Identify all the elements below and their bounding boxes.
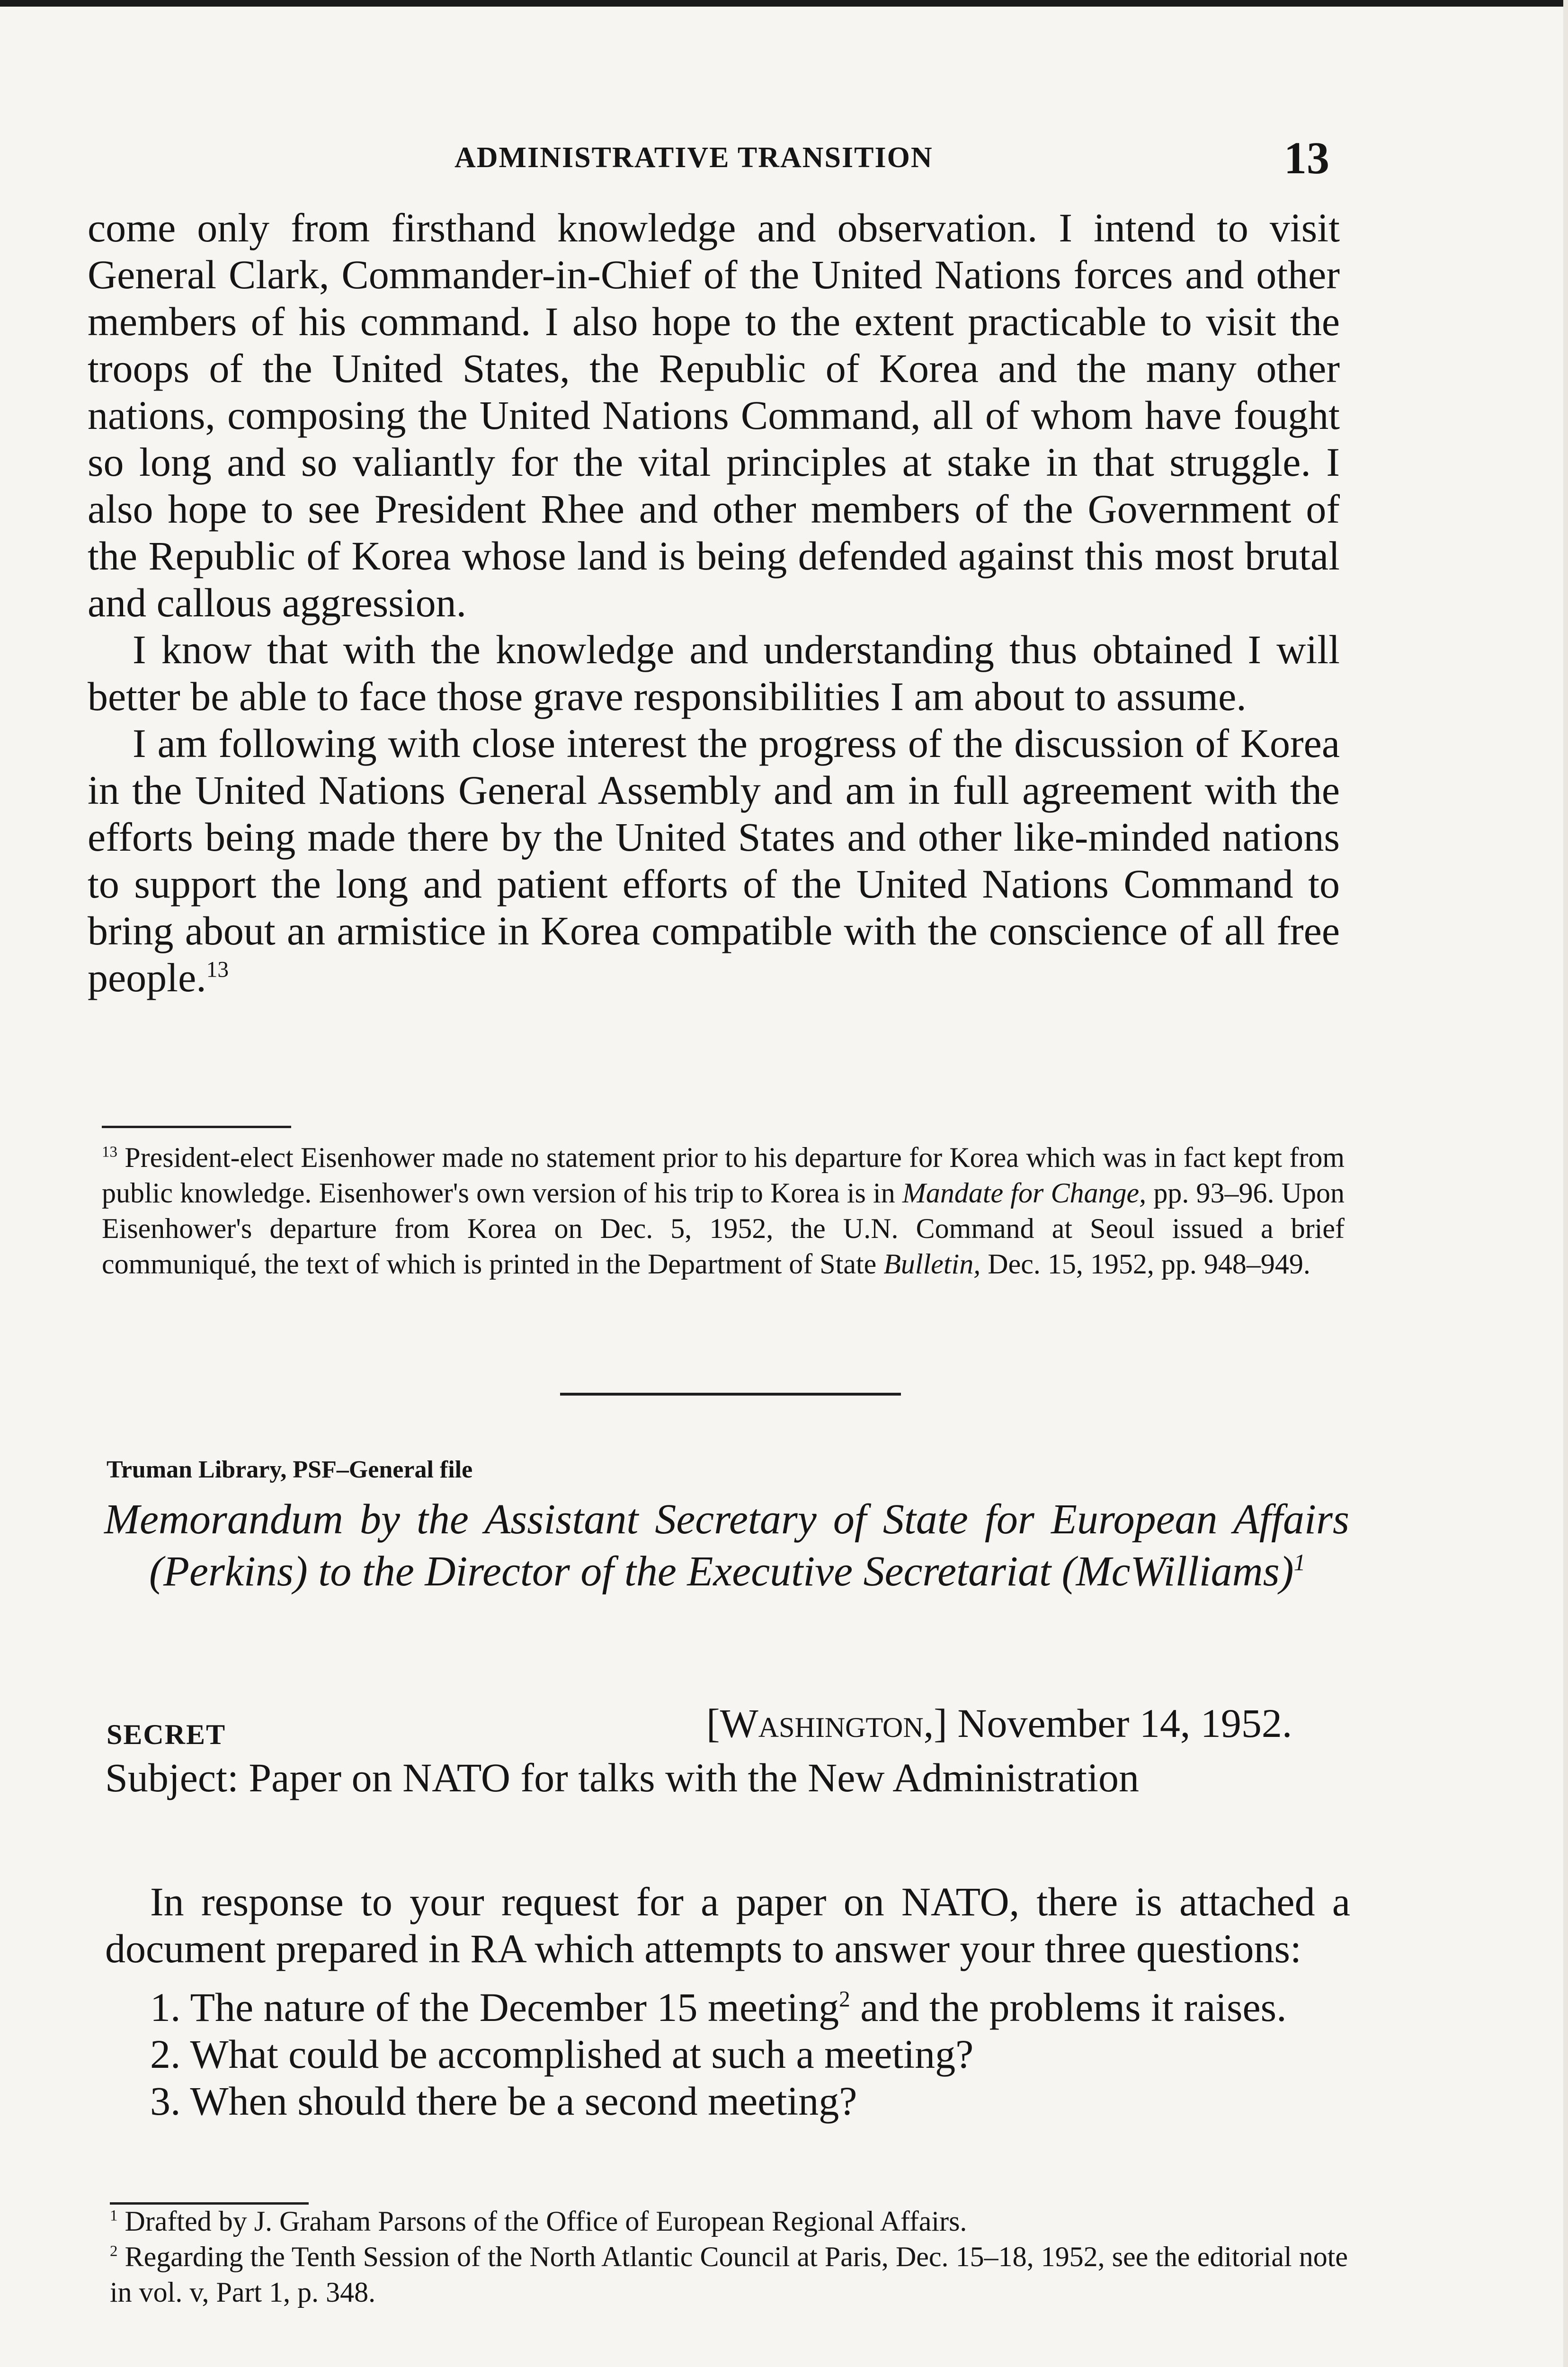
footnote-reference[interactable]: 1 xyxy=(1293,1549,1306,1575)
dateline xyxy=(706,1700,1292,1747)
cited-title: Bulletin, xyxy=(883,1248,981,1280)
list-item-text: 1. The nature of the December 15 meeting xyxy=(150,1984,839,2030)
footnote-1 xyxy=(110,2204,1348,2239)
footnote-13 xyxy=(102,1140,1345,1282)
document-title xyxy=(104,1494,1349,1598)
dateline-place: Washington xyxy=(720,1700,924,1746)
document-title-text: Memorandum by the Assistant Secretary of State for European Affairs (Perkins) to the Director of the Executive Secretariat (McWilliams) xyxy=(104,1496,1349,1595)
body-paragraph: In response to your request for a paper on NATO, there is attached a document prepared in RA which attempts to answer your three questions: xyxy=(105,1879,1350,1971)
footnote-text: President-elect Eisenhower made no statement prior to his departure for Korea which was in fact kept from public knowledge. Eisenhower's own version of his trip to Korea is in xyxy=(102,1142,1345,1209)
section-divider xyxy=(560,1393,901,1396)
footnote-marker: 13 xyxy=(102,1143,117,1161)
footnote-marker: 1 xyxy=(110,2207,118,2225)
footnote-marker: 2 xyxy=(110,2242,118,2260)
memorandum-body xyxy=(105,1878,1350,2125)
list-item-text: and the problems it raises. xyxy=(850,1984,1287,2030)
page-top-rule xyxy=(0,0,1568,7)
question-list xyxy=(105,1984,1350,2125)
footnote-text: pp. 93–96. Upon Eisenhower's departure from Korea on Dec. 5, 1952, the U.N. Command at Seoul issued a brief communiqué, the text of which is printed in the Department of State xyxy=(102,1177,1345,1280)
page-number: 13 xyxy=(1284,133,1329,183)
footnote-block xyxy=(102,1140,1345,1282)
footnote-text: Drafted by J. Graham Parsons of the Office of European Regional Affairs. xyxy=(117,2206,967,2237)
cited-title: Mandate for Change, xyxy=(902,1177,1147,1209)
footnote-2 xyxy=(110,2239,1348,2310)
footnote-block xyxy=(110,2204,1348,2310)
body-paragraph xyxy=(88,720,1340,1001)
footnote-text: Dec. 15, 1952, pp. 948–949. xyxy=(980,1248,1310,1280)
source-note: Truman Library, PSF–General file xyxy=(107,1456,473,1483)
classification-marking: SECRET xyxy=(107,1719,226,1750)
page-edge-shadow xyxy=(1563,0,1568,2367)
body-paragraph: come only from firsthand knowledge and observation. I intend to visit General Clark, Commander-in-Chief of the United Nations forces and other members of his command. I also hope to the extent practicable to visit the troops of the United States, the Republic of Korea and the many other nations, composing the United Nations Command, all of whom have fought so long and so valiantly for the vital principles at stake in that struggle. I also hope to see President Rhee and other members of the Government of the Republic of Korea whose land is being defended against this most brutal and callous aggression. xyxy=(88,205,1340,625)
list-item xyxy=(105,1984,1350,2031)
running-head: ADMINISTRATIVE TRANSITION xyxy=(454,142,933,174)
footnote-reference[interactable]: 13 xyxy=(206,957,229,982)
list-item: 3. When should there be a second meeting? xyxy=(150,2078,857,2124)
footnote-rule xyxy=(102,1126,291,1128)
subject-line: Subject: Paper on NATO for talks with the New Administration xyxy=(105,1755,1139,1800)
list-item: 2. What could be accomplished at such a meeting? xyxy=(150,2031,974,2077)
paragraph-text: I am following with close interest the progress of the discussion of Korea in the United Nations General Assembly and am in full agreement with the efforts being made there by the United States and other like-minded nations to support the long and patient efforts of the United Nations Command to bring about an armistice in Korea compatible with the conscience of all free people. xyxy=(88,721,1340,1000)
footnote-reference[interactable]: 2 xyxy=(839,1987,850,2012)
footnote-text: Regarding the Tenth Session of the North Atlantic Council at Paris, Dec. 15–18, 1952, see the editorial note in vol. v, Part 1, p. 348. xyxy=(110,2241,1348,2308)
body-paragraph: I know that with the knowledge and understanding thus obtained I will better be able to face those grave responsibilities I am about to assume. xyxy=(88,627,1340,719)
dateline-date: ,] November 14, 1952. xyxy=(923,1700,1292,1746)
letter-continuation xyxy=(88,205,1340,1001)
page-header xyxy=(0,132,1568,188)
dateline-bracket: [ xyxy=(706,1700,720,1746)
